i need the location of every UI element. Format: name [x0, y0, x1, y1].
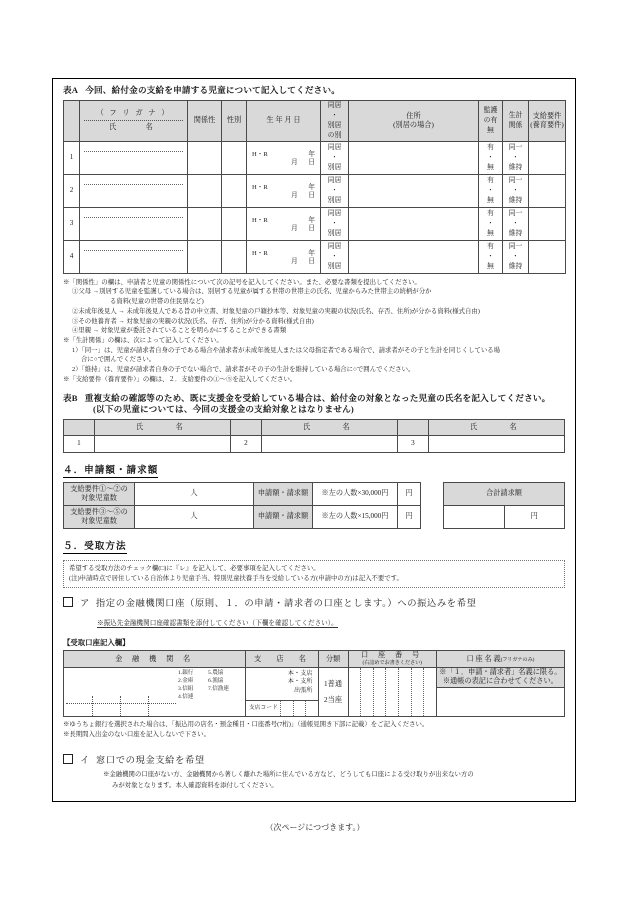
account-number-input-cell[interactable]	[348, 667, 436, 716]
custody-sep: ・	[487, 219, 494, 227]
inst-code-7: 7.信漁連	[208, 685, 229, 692]
dob-year-unit: 年	[308, 249, 315, 257]
row-no: 3	[64, 207, 80, 240]
living-opt-2: 別居	[327, 163, 342, 171]
requirement-input-cell[interactable]	[529, 207, 566, 240]
dob-era: H・R	[252, 249, 268, 257]
institution-divider-1	[92, 696, 93, 716]
option-b-notes	[103, 770, 565, 791]
account-holder-note-1: ※「１．申請・請求者」名義に限る。	[439, 668, 562, 677]
sex-input-cell[interactable]	[222, 240, 247, 273]
section-5-heading: ５．受取方法	[63, 538, 127, 554]
amount-unit-1: 人	[190, 489, 198, 498]
note-line: ※「関係性」の欄は、申請者と児童の関係性について次の記号を記入してください。また、必要な書類を提出してください。	[63, 278, 421, 286]
col-livelihood-l2: 関係	[508, 121, 523, 129]
row-b-no-1: 1	[64, 435, 95, 452]
requirement-input-cell[interactable]	[529, 141, 566, 174]
amount-condition-2-l2: 対象児童数	[81, 516, 117, 525]
table-a-notes	[63, 278, 565, 385]
inst-code-6: 6.漁協	[208, 677, 224, 684]
institution-divider-3	[148, 696, 149, 716]
branch-label-3: 出張所	[293, 686, 313, 694]
living-sep: ・	[331, 219, 338, 227]
livelihood-opt-2: 維持	[508, 196, 523, 204]
amount-section	[63, 482, 565, 529]
dob-input-cell[interactable]	[247, 174, 321, 207]
dob-day-unit: 日	[308, 192, 315, 200]
livelihood-sep: ・	[512, 252, 519, 260]
col-no	[64, 100, 80, 141]
living-opt-2: 別居	[327, 196, 342, 204]
col-name	[80, 100, 188, 141]
dob-month-unit: 月	[291, 225, 298, 233]
col-address-l1: 住所	[406, 111, 421, 120]
furigana-rule	[84, 217, 183, 218]
amount-calc-input-1[interactable]	[313, 482, 398, 505]
row-no: 4	[64, 240, 80, 273]
living-choice-cell[interactable]	[321, 174, 349, 207]
inst-code-5: 5.農協	[208, 669, 224, 676]
branch-code-digit[interactable]	[280, 701, 292, 716]
account-digit[interactable]	[385, 668, 398, 716]
custody-choice-cell[interactable]	[479, 207, 503, 240]
dob-month-unit: 月	[291, 258, 298, 266]
receipt-note-line-2: (注)申請時点で居住している自治体より児童手当、特別児童扶養手当を受給している方(申請中の方)は記入不要です。	[69, 574, 403, 582]
table-a-heading-text: 今回、給付金の支給を申請する児童について記入してください。	[85, 85, 341, 95]
name-input-cell[interactable]	[80, 141, 188, 174]
branch-input-cell[interactable]	[246, 667, 318, 716]
custody-opt-1: 有	[487, 209, 494, 217]
living-sep: ・	[331, 153, 338, 161]
branch-code-cells[interactable]	[280, 701, 317, 716]
inst-code-2: 2.金庫	[178, 677, 194, 684]
col-custody-l1: 監護	[483, 106, 498, 114]
col-livelihood	[503, 100, 529, 141]
livelihood-choice-cell[interactable]	[503, 240, 529, 273]
table-row	[64, 240, 566, 273]
option-a-subnote-wrap	[63, 612, 565, 635]
option-a-row[interactable]	[63, 595, 565, 609]
bank-tail-notes	[63, 720, 565, 741]
col-requirement-l2: (養育要件)	[530, 120, 564, 129]
livelihood-opt-2: 維持	[508, 163, 523, 171]
dob-input-cell[interactable]	[247, 207, 321, 240]
total-yen-unit: 円	[504, 505, 565, 528]
amount-row	[64, 505, 421, 528]
col-sex: 性別	[222, 100, 247, 141]
living-opt-1: 同居	[327, 176, 342, 184]
col-account-type: 分類	[318, 651, 348, 668]
custody-opt-2: 無	[487, 229, 494, 237]
row-b-no-2: 2	[230, 435, 261, 452]
custody-opt-2: 無	[487, 262, 494, 270]
table-row	[64, 435, 565, 452]
col-livelihood-l1: 生計	[508, 111, 523, 119]
branch-type-labels	[246, 668, 317, 700]
table-b-heading-text: 重複支給の確認等のため、既に支援金を受給している場合は、給付金の対象となった児童の氏名を記入してください。	[84, 392, 551, 403]
branch-label-2: 本・支所	[287, 678, 313, 686]
dob-month-unit: 月	[291, 192, 298, 200]
dob-day-unit: 日	[308, 159, 315, 167]
dob-input-cell[interactable]	[247, 240, 321, 273]
livelihood-opt-1: 同一	[508, 176, 523, 184]
col-living	[321, 100, 349, 141]
account-holder-note-2: ※通帳の表記に合わせてください。	[442, 677, 558, 686]
livelihood-sep: ・	[512, 186, 519, 194]
account-digit[interactable]	[373, 668, 386, 716]
relation-input-cell[interactable]	[188, 141, 222, 174]
livelihood-sep: ・	[512, 153, 519, 161]
amount-condition-2-l1: 支給要件③〜⑤の	[70, 507, 128, 516]
total-header: 合計請求額	[444, 482, 565, 505]
custody-sep: ・	[487, 186, 494, 194]
col-b-name-2: 氏 名	[261, 419, 397, 435]
col-living-l1: 同居	[327, 101, 342, 109]
sex-input-cell[interactable]	[222, 207, 247, 240]
livelihood-opt-2: 維持	[508, 229, 523, 237]
total-value-row	[444, 505, 565, 528]
row-no: 1	[64, 141, 80, 174]
institution-rule	[66, 703, 176, 704]
amount-row	[64, 482, 421, 505]
account-block-title: 【受取口座記入欄】	[63, 638, 130, 648]
living-opt-2: 別居	[327, 229, 342, 237]
col-b-no-3	[397, 419, 428, 435]
amount-calc-note-2: ※左の人数×15,000円	[321, 512, 389, 521]
option-b-row[interactable]	[63, 752, 565, 766]
col-b-name-3: 氏 名	[428, 419, 564, 435]
receipt-note-line-1: 希望する受取方法のチェック欄(□)に『レ』を記入して、必要事項を記入してください。	[69, 564, 320, 572]
dob-input-cell[interactable]	[247, 141, 321, 174]
custody-opt-2: 無	[487, 196, 494, 204]
custody-opt-1: 有	[487, 242, 494, 250]
amount-condition-1-l1: 支給要件①〜②の	[70, 484, 128, 493]
receipt-method-note	[63, 560, 565, 588]
table-b-heading	[63, 393, 565, 416]
note-line: ※「生計関係」の欄は、次によって記入してください。	[63, 337, 223, 344]
dob-year-unit: 年	[308, 150, 315, 158]
name-input-cell[interactable]	[80, 240, 188, 273]
col-dob: 生 年 月 日	[247, 100, 321, 141]
note-line: ②未成年後見人 → 未成年後見人である旨の申立書、対象児童の戸籍抄本等、対象児童の実親の状況(氏名、存否、住所)が分かる資料(様式自由)	[72, 307, 480, 315]
dob-era: H・R	[252, 150, 268, 158]
table-a-label: 表A	[63, 85, 79, 95]
inst-code-1: 1.銀行	[178, 669, 194, 676]
dob-era: H・R	[252, 183, 268, 191]
living-sep: ・	[331, 252, 338, 260]
col-address	[349, 100, 479, 141]
dob-day-unit: 日	[308, 225, 315, 233]
custody-choice-cell[interactable]	[479, 240, 503, 273]
amount-condition-1	[64, 482, 135, 505]
institution-write-area[interactable]	[64, 668, 176, 716]
note-line: ①父母 →別居する児童を監護している場合は、別居する児童が属する世帯の世帯主の氏名、児童からみた世帯主の続柄が分か	[72, 288, 432, 296]
address-input-cell[interactable]	[349, 240, 479, 273]
col-account-holder	[436, 651, 564, 668]
livelihood-opt-1: 同一	[508, 143, 523, 151]
table-a-heading	[63, 85, 565, 97]
institution-type-legend	[178, 670, 238, 702]
institution-divider-2	[120, 696, 121, 716]
row-b-name-2[interactable]	[261, 435, 397, 452]
address-input-cell[interactable]	[349, 141, 479, 174]
amount-count-input-2[interactable]	[135, 505, 254, 528]
name-input-cell[interactable]	[80, 207, 188, 240]
page-footer: （次ページにつづきます。）	[265, 823, 365, 832]
account-holder-input-cell[interactable]	[436, 687, 564, 716]
total-amount-table	[443, 482, 565, 529]
table-row	[64, 207, 566, 240]
branch-code-row[interactable]	[246, 700, 317, 716]
total-header-row	[444, 482, 565, 505]
row-b-name-1[interactable]	[94, 435, 230, 452]
address-input-cell[interactable]	[349, 207, 479, 240]
account-digit[interactable]	[360, 668, 373, 716]
option-b-marker: イ	[80, 756, 90, 767]
col-b-no-1	[64, 419, 95, 435]
living-opt-1: 同居	[327, 209, 342, 217]
livelihood-opt-2: 維持	[508, 262, 523, 270]
dob-year-unit: 年	[308, 216, 315, 224]
furigana-rule	[84, 151, 183, 152]
relation-input-cell[interactable]	[188, 240, 222, 273]
livelihood-sep: ・	[512, 219, 519, 227]
table-b-label: 表B	[63, 392, 78, 403]
name-input-cell[interactable]	[80, 174, 188, 207]
col-custody-l3: 無	[487, 126, 494, 134]
col-furigana-label: （ フ リ ガ ナ ）	[96, 109, 171, 118]
dob-month-unit: 月	[291, 159, 298, 167]
note-line: 合に○で囲んでください。	[81, 356, 156, 364]
row-no: 2	[64, 174, 80, 207]
col-b-name-1: 氏 名	[94, 419, 230, 435]
account-digit[interactable]	[398, 668, 411, 716]
col-branch: 支 店 名	[246, 651, 318, 668]
note-line: 2）「維持」は、児童が請求者自身の子でない場合で、請求者がその子の生計を維持している場合に○で囲んでください。	[72, 366, 415, 374]
note-line: 1）「同一」は、児童が請求者自身の子である場合や請求者が未成年後見人または父母指定者である場合で、請求者がその子と生計を同じくしている場	[72, 346, 501, 354]
account-digit[interactable]	[411, 668, 424, 716]
col-account-number	[348, 651, 436, 668]
option-a-marker: ア	[80, 598, 90, 609]
sex-input-cell[interactable]	[222, 174, 247, 207]
relation-input-cell[interactable]	[188, 174, 222, 207]
checkbox-option-b[interactable]	[63, 754, 73, 764]
living-sep: ・	[331, 186, 338, 194]
checkbox-option-a[interactable]	[63, 597, 73, 607]
account-type-cell[interactable]	[318, 667, 348, 716]
col-requirement-l1: 支給要件	[532, 111, 562, 120]
amount-table	[63, 482, 421, 529]
requirement-input-cell[interactable]	[529, 174, 566, 207]
note-line: ③その他養育者 → 対象児童の実親の状況(氏名、存否、住所)が分かる資料(様式自由)	[72, 317, 314, 325]
table-a	[63, 100, 566, 274]
amount-condition-1-l2: 対象児童数	[81, 493, 117, 502]
dob-day-unit: 日	[308, 258, 315, 266]
branch-code-label: 支店コード	[248, 704, 278, 711]
living-opt-2: 別居	[327, 262, 342, 270]
amount-yen-1: 円	[398, 482, 421, 505]
living-choice-cell[interactable]	[321, 207, 349, 240]
amount-condition-2	[64, 505, 135, 528]
custody-opt-1: 有	[487, 176, 494, 184]
form-page-frame	[52, 78, 576, 802]
institution-input-cell[interactable]	[64, 667, 246, 716]
account-type-option-1[interactable]: 1普通	[324, 679, 343, 688]
table-a-header-row	[64, 100, 566, 141]
account-digit[interactable]	[349, 668, 361, 716]
livelihood-choice-cell[interactable]	[503, 207, 529, 240]
custody-sep: ・	[487, 252, 494, 260]
amount-label-2: 申請額・請求額	[254, 505, 313, 528]
address-input-cell[interactable]	[349, 174, 479, 207]
col-custody	[479, 100, 503, 141]
amount-unit-2: 人	[190, 512, 198, 521]
custody-choice-cell[interactable]	[479, 174, 503, 207]
livelihood-opt-1: 同一	[508, 242, 523, 250]
living-choice-cell[interactable]	[321, 240, 349, 273]
amount-yen-2: 円	[398, 505, 421, 528]
account-holder-notes	[436, 667, 564, 687]
amount-calc-note-1: ※左の人数×30,000円	[321, 489, 389, 498]
col-relation: 関係性	[188, 100, 222, 141]
sex-input-cell[interactable]	[222, 141, 247, 174]
name-divider	[84, 120, 183, 121]
custody-sep: ・	[487, 153, 494, 161]
table-b-header-row	[64, 419, 565, 435]
bank-header-row	[64, 651, 565, 668]
amount-label-1: 申請額・請求額	[254, 482, 313, 505]
col-account-holder-label: 口 座 名 義	[466, 654, 501, 663]
table-row	[64, 141, 566, 174]
option-a-label: 指定の金融機関口座（原則、１．の申請・請求者の口座とします。）への振込みを希望	[95, 598, 477, 609]
amount-count-input-1[interactable]	[135, 482, 254, 505]
bank-account-table	[63, 650, 565, 717]
account-number-digits[interactable]	[349, 668, 436, 716]
livelihood-choice-cell[interactable]	[503, 174, 529, 207]
dob-year-unit: 年	[308, 183, 315, 191]
dob-era: H・R	[252, 216, 268, 224]
col-account-holder-hint: (フリガナのみ)	[500, 656, 535, 663]
option-a-subnote: ※振込先金融機関口座確認書類を添付してください（下欄を確認してください）。	[97, 617, 338, 629]
amount-calc-input-2[interactable]	[313, 505, 398, 528]
row-b-name-3[interactable]	[428, 435, 564, 452]
total-amount-input[interactable]	[444, 505, 505, 528]
account-type-option-2[interactable]: 2当座	[324, 695, 343, 704]
account-digit[interactable]	[423, 668, 436, 716]
col-account-number-label: 口 座 番 号	[361, 651, 424, 660]
livelihood-opt-1: 同一	[508, 209, 523, 217]
bank-tail-note-1: ※ゆうちょ銀行を選択された場合は、「振込用の店名・預金種目・口座番号(7桁)」（通帳見開き下部に記載）をご記入ください。	[63, 720, 429, 728]
col-living-l2: ・	[331, 111, 338, 119]
living-choice-cell[interactable]	[321, 141, 349, 174]
section-4-heading: ４．申請額・請求額	[63, 462, 158, 478]
custody-opt-1: 有	[487, 143, 494, 151]
col-b-no-2	[230, 419, 261, 435]
col-institution: 金 融 機 関 名	[64, 651, 246, 668]
furigana-rule	[84, 250, 183, 251]
living-opt-1: 同居	[327, 143, 342, 151]
note-line: る資料(児童の世帯の住民票など)	[110, 298, 204, 306]
furigana-rule	[84, 184, 183, 185]
col-name-label: 氏 名	[109, 123, 158, 132]
custody-opt-2: 無	[487, 163, 494, 171]
col-living-l4: の別	[327, 131, 342, 139]
col-custody-l2: の有	[483, 116, 498, 124]
inst-code-3: 3.信組	[178, 685, 194, 692]
livelihood-choice-cell[interactable]	[503, 141, 529, 174]
col-address-l2: (別居の場合)	[393, 120, 434, 129]
requirement-input-cell[interactable]	[529, 240, 566, 273]
relation-input-cell[interactable]	[188, 207, 222, 240]
option-b-note-1: ※金融機関の口座がない方、金融機関から著しく離れた場所に住んでいる方など、どうしても口座による受け取りが出来ない方の	[103, 771, 474, 779]
table-b	[63, 419, 565, 453]
bank-input-row	[64, 667, 565, 687]
col-requirement	[529, 100, 566, 141]
note-line: ④里親 → 対象児童が委託されていることを明らかにすることができる書類	[72, 327, 287, 335]
living-opt-1: 同居	[327, 242, 342, 250]
branch-code-digit[interactable]	[293, 701, 305, 716]
option-b-note-2: みが対象となります。本人確認資料を添付してください。	[112, 781, 278, 789]
table-row	[64, 174, 566, 207]
bank-tail-note-2: ※長期間入出金のない口座を記入しないで下さい。	[63, 731, 210, 739]
branch-code-digit[interactable]	[305, 701, 317, 716]
option-b-label: 窓口での現金支給を希望	[95, 756, 205, 767]
table-b-heading-sub: (以下の児童については、今回の支援金の支給対象とはなりません)	[93, 404, 354, 415]
col-account-number-hint: (右詰めでお書きください)	[362, 660, 422, 667]
col-living-l3: 別居	[327, 121, 342, 129]
custody-choice-cell[interactable]	[479, 141, 503, 174]
branch-label-1: 本・支店	[287, 669, 313, 677]
note-line: ※「支給要件（養育要件）」の欄は、２．支給要件の①〜⑤を記入してください。	[63, 375, 297, 383]
row-b-no-3: 3	[397, 435, 428, 452]
inst-code-4: 4.信連	[178, 693, 194, 700]
